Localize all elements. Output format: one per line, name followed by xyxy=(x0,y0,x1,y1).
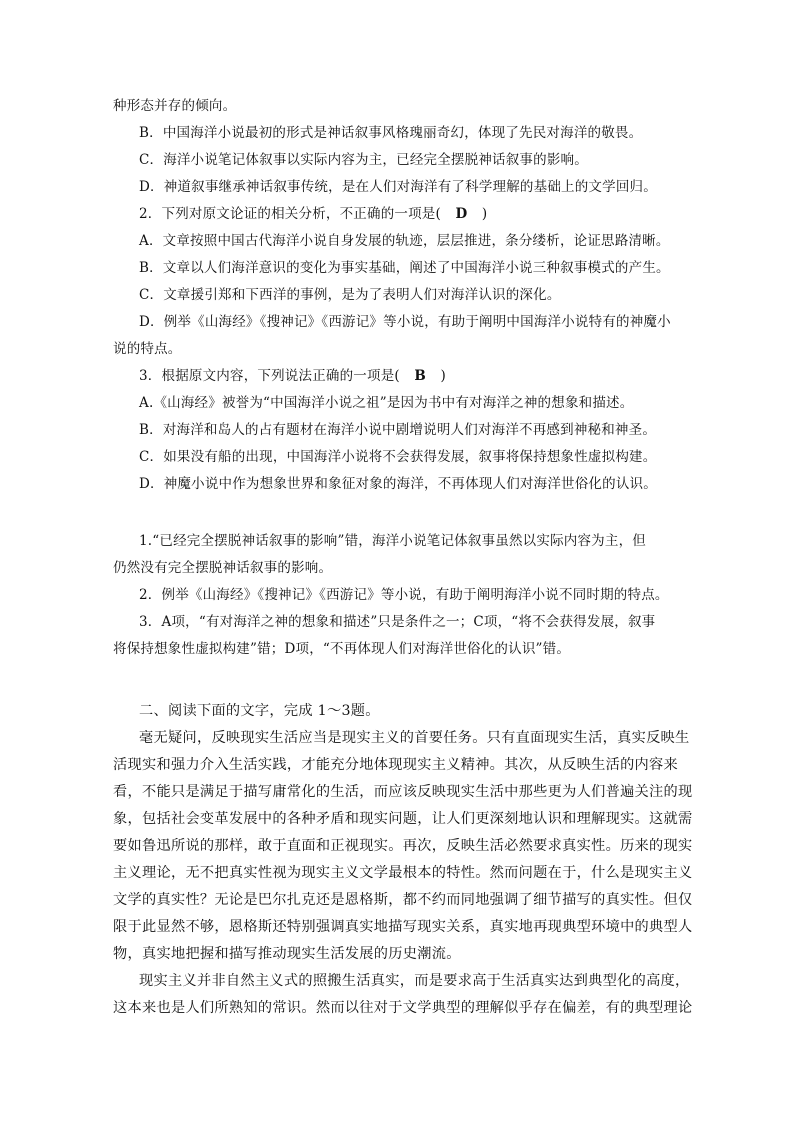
q3-stem xyxy=(139,367,446,385)
q2-option-b: B．文章以人们海洋意识的变化为事实基础，阐述了中国海洋小说三种叙事模式的产生。 xyxy=(139,260,670,276)
explanation-3-line1: 3．A项，“有对海洋之神的想象和描述”只是条件之一；C项，“将不会获得发展，叙事 xyxy=(139,614,656,630)
passage-line: 看，不能只是满足于描写庸常化的生活，而应该反映现实生活中那些更为人们普遍关注的现 xyxy=(113,784,693,800)
q3-answer: B xyxy=(414,368,426,384)
q2-option-d-line2: 说的特点。 xyxy=(113,341,182,357)
q3-stem-close: ) xyxy=(440,368,446,384)
q3-option-a: A.《山海经》被誉为“中国海洋小说之祖”是因为书中有对海洋之神的想象和描述。 xyxy=(139,395,634,411)
passage-line: 物，真实地把握和描写推动现实生活发展的历史潮流。 xyxy=(113,946,461,962)
passage-line: 活现实和强力介入生活实践，才能充分地体现现实主义精神。其次，从反映生活的内容来 xyxy=(113,757,679,773)
explanation-1-line2: 仍然没有完全摆脱神话叙事的影响。 xyxy=(113,560,333,576)
q2-stem xyxy=(139,205,487,223)
explanation-2: 2．例举《山海经》《搜神记》《西游记》等小说，有助于阐明海洋小说不同时期的特点。 xyxy=(139,587,669,603)
q2-answer: D xyxy=(455,206,468,222)
q3-option-c: C．如果没有船的出现，中国海洋小说将不会获得发展，叙事将保持想象性虚拟构建。 xyxy=(139,449,657,465)
passage-line: 文学的真实性？无论是巴尔扎克还是恩格斯，都不约而同地强调了细节描写的真实性。但仅 xyxy=(113,892,693,908)
passage-line: 要如鲁迅所说的那样，敢于直面和正视现实。再次，反映生活必然要求真实性。历来的现实 xyxy=(113,838,693,854)
q3-stem-text: 3．根据原文内容，下列说法正确的一项是( xyxy=(139,368,400,384)
section2-heading: 二、阅读下面的文字，完成 1～3题。 xyxy=(139,703,380,719)
q2-option-a: A．文章按照中国古代海洋小说自身发展的轨迹，层层推进，条分缕析，论证思路清晰。 xyxy=(139,233,670,249)
passage-line: 现实主义并非自然主义式的照搬生活真实，而是要求高于生活真实达到典型化的高度， xyxy=(139,973,690,989)
q1-option-b: B．中国海洋小说最初的形式是神话叙事风格瑰丽奇幻，体现了先民对海洋的敬畏。 xyxy=(139,125,643,141)
q2-stem-close: ) xyxy=(481,206,488,222)
q3-option-d: D．神魔小说中作为想象世界和象征对象的海洋，不再体现人们对海洋世俗化的认识。 xyxy=(139,476,657,492)
explanation-3-line2: 将保持想象性虚拟构建”错；D项，“不再体现人们对海洋世俗化的认识”错。 xyxy=(113,641,571,657)
q-continuation: 种形态并存的倾向。 xyxy=(113,98,237,114)
passage-line: 主义理论，无不把真实性视为现实主义文学最根本的特性。然而问题在于，什么是现实主义 xyxy=(113,865,693,881)
q2-option-c: C．文章援引郑和下西洋的事例，是为了表明人们对海洋认识的深化。 xyxy=(139,287,561,303)
q1-option-d: D．神道叙事继承神话叙事传统，是在人们对海洋有了科学理解的基础上的文学回归。 xyxy=(139,179,657,195)
q2-stem-text: 2．下列对原文论证的相关分析，不正确的一项是( xyxy=(139,206,441,222)
passage-line: 限于此显然不够，恩格斯还特别强调真实地描写现实关系，真实地再现典型环境中的典型人 xyxy=(113,919,693,935)
q1-option-c: C．海洋小说笔记体叙事以实际内容为主，已经完全摆脱神话叙事的影响。 xyxy=(139,152,588,168)
passage-line: 象，包括社会变革发展中的各种矛盾和现实问题，让人们更深刻地认识和理解现实。这就需 xyxy=(113,811,693,827)
passage-line: 毫无疑问，反映现实生活应当是现实主义的首要任务。只有直面现实生活，真实反映生 xyxy=(139,730,690,746)
q2-option-d-line1: D．例举《山海经》《搜神记》《西游记》等小说，有助于阐明中国海洋小说特有的神魔小 xyxy=(139,314,671,330)
passage-line: 这本来也是人们所熟知的常识。然而以往对于文学典型的理解似乎存在偏差，有的典型理论 xyxy=(113,1000,693,1016)
explanation-1-line1: 1.“已经完全摆脱神话叙事的影响”错，海洋小说笔记体叙事虽然以实际内容为主，但 xyxy=(139,533,646,549)
q3-option-b: B．对海洋和岛人的占有题材在海洋小说中剧增说明人们对海洋不再感到神秘和神圣。 xyxy=(139,422,657,438)
